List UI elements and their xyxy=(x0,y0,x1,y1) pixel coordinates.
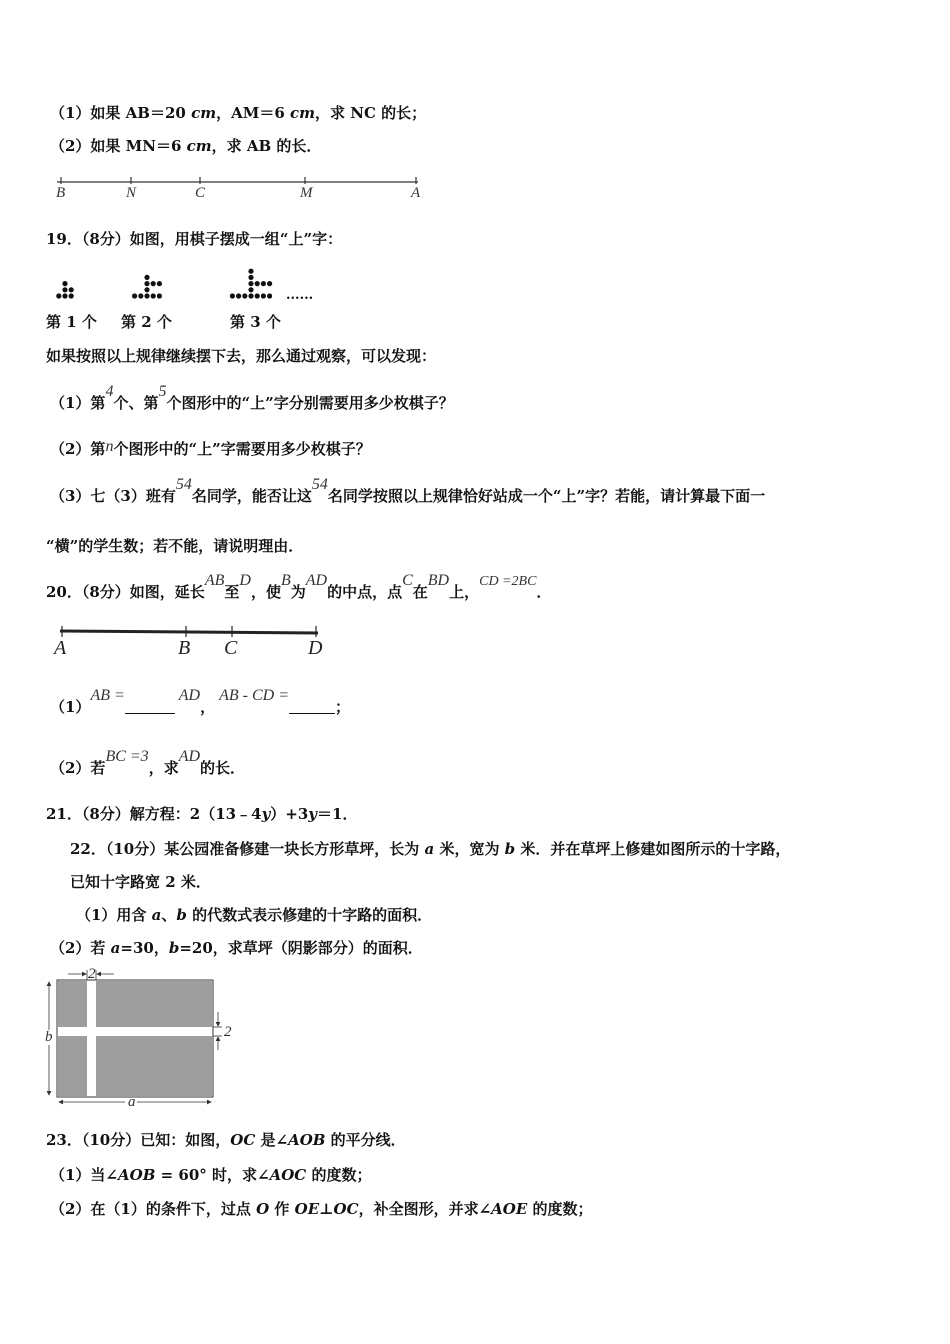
q22-part2: （2）若 a=30，b=20，求草坪（阴影部分）的面积． xyxy=(50,939,423,957)
q19-part1: （1）第4个、第5个图形中的“上”字分别需要用多少枚棋子？ xyxy=(50,383,454,412)
q19-intro: 如果按照以上规律继续摆下去，那么通过观察，可以发现： xyxy=(46,347,437,365)
point-label-A: A xyxy=(54,637,67,659)
point-label-B: B xyxy=(178,637,191,659)
q22-title: 22．（10分）某公园准备修建一块长方形草坪，长为 a 米，宽为 b 米．并在草坪上修建如图所示的十字路， xyxy=(70,840,791,858)
q19-caption-2: 第 2 个 xyxy=(121,313,172,331)
lawn-shade-top-left xyxy=(58,981,87,1027)
q22-part1: （1）用含 a、b 的代数式表示修建的十字路的面积． xyxy=(76,906,433,924)
lawn-shade-bottom-left xyxy=(58,1036,87,1096)
point-label-M: M xyxy=(300,185,313,201)
q18-part2: （2）如果 MN＝6 cm，求 AB 的长． xyxy=(50,137,322,155)
q20-title: 20．（8分）如图，延长AB至D，使B为AD的中点，点C在BD上，CD =2BC． xyxy=(46,572,552,601)
point-label-N: N xyxy=(126,185,137,201)
point-label-C: C xyxy=(224,637,238,659)
point-label-A: A xyxy=(411,185,421,201)
q19-caption-1: 第 1 个 xyxy=(46,313,97,331)
q19-part3: （3）七（3）班有54名同学，能否让这54名同学按照以上规律恰好站成一个“上”字？若能，请计算最下面一 xyxy=(50,476,766,505)
point-label-C: C xyxy=(195,185,206,201)
label-a: a xyxy=(128,1094,136,1110)
q20-part2: （2）若BC =3，求AD的长． xyxy=(50,748,246,777)
q21-title: 21．（8分）解方程：2（13﹣4y）+3y＝1． xyxy=(46,805,358,823)
q20-part1: （1）AB = AD，AB - CD =； xyxy=(50,687,351,716)
q23-part1: （1）当∠AOB = 60° 时，求∠AOC 的度数； xyxy=(50,1166,372,1184)
q22-title-cont: 已知十字路宽 2 米． xyxy=(70,873,211,891)
q19-part3-cont: “横”的学生数；若不能，请说明理由． xyxy=(46,537,304,555)
q23-title: 23．（10分）已知：如图，OC 是∠AOB 的平分线． xyxy=(46,1131,406,1149)
road-width-side: 2 xyxy=(224,1024,232,1040)
q19-title: 19．（8分）如图，用棋子摆成一组“上”字： xyxy=(46,230,343,248)
q19-caption-3: 第 3 个 xyxy=(230,313,281,331)
q23-part2: （2）在（1）的条件下，过点 O 作 OE⊥OC，补全图形，并求∠AOE 的度数； xyxy=(50,1200,593,1218)
q18-part1: （1）如果 AB＝20 cm，AM＝6 cm，求 NC 的长； xyxy=(50,104,427,122)
point-label-D: D xyxy=(308,637,323,659)
q19-part2: （2）第n个图形中的“上”字需要用多少枚棋子？ xyxy=(50,438,371,458)
point-label-B: B xyxy=(56,185,66,201)
lawn-shade-top-right xyxy=(96,981,212,1027)
lawn-shade-bottom-right xyxy=(96,1036,212,1096)
label-b: b xyxy=(45,1029,53,1045)
dots-trail: ...... xyxy=(286,288,314,303)
road-width-top: 2 xyxy=(88,966,96,982)
